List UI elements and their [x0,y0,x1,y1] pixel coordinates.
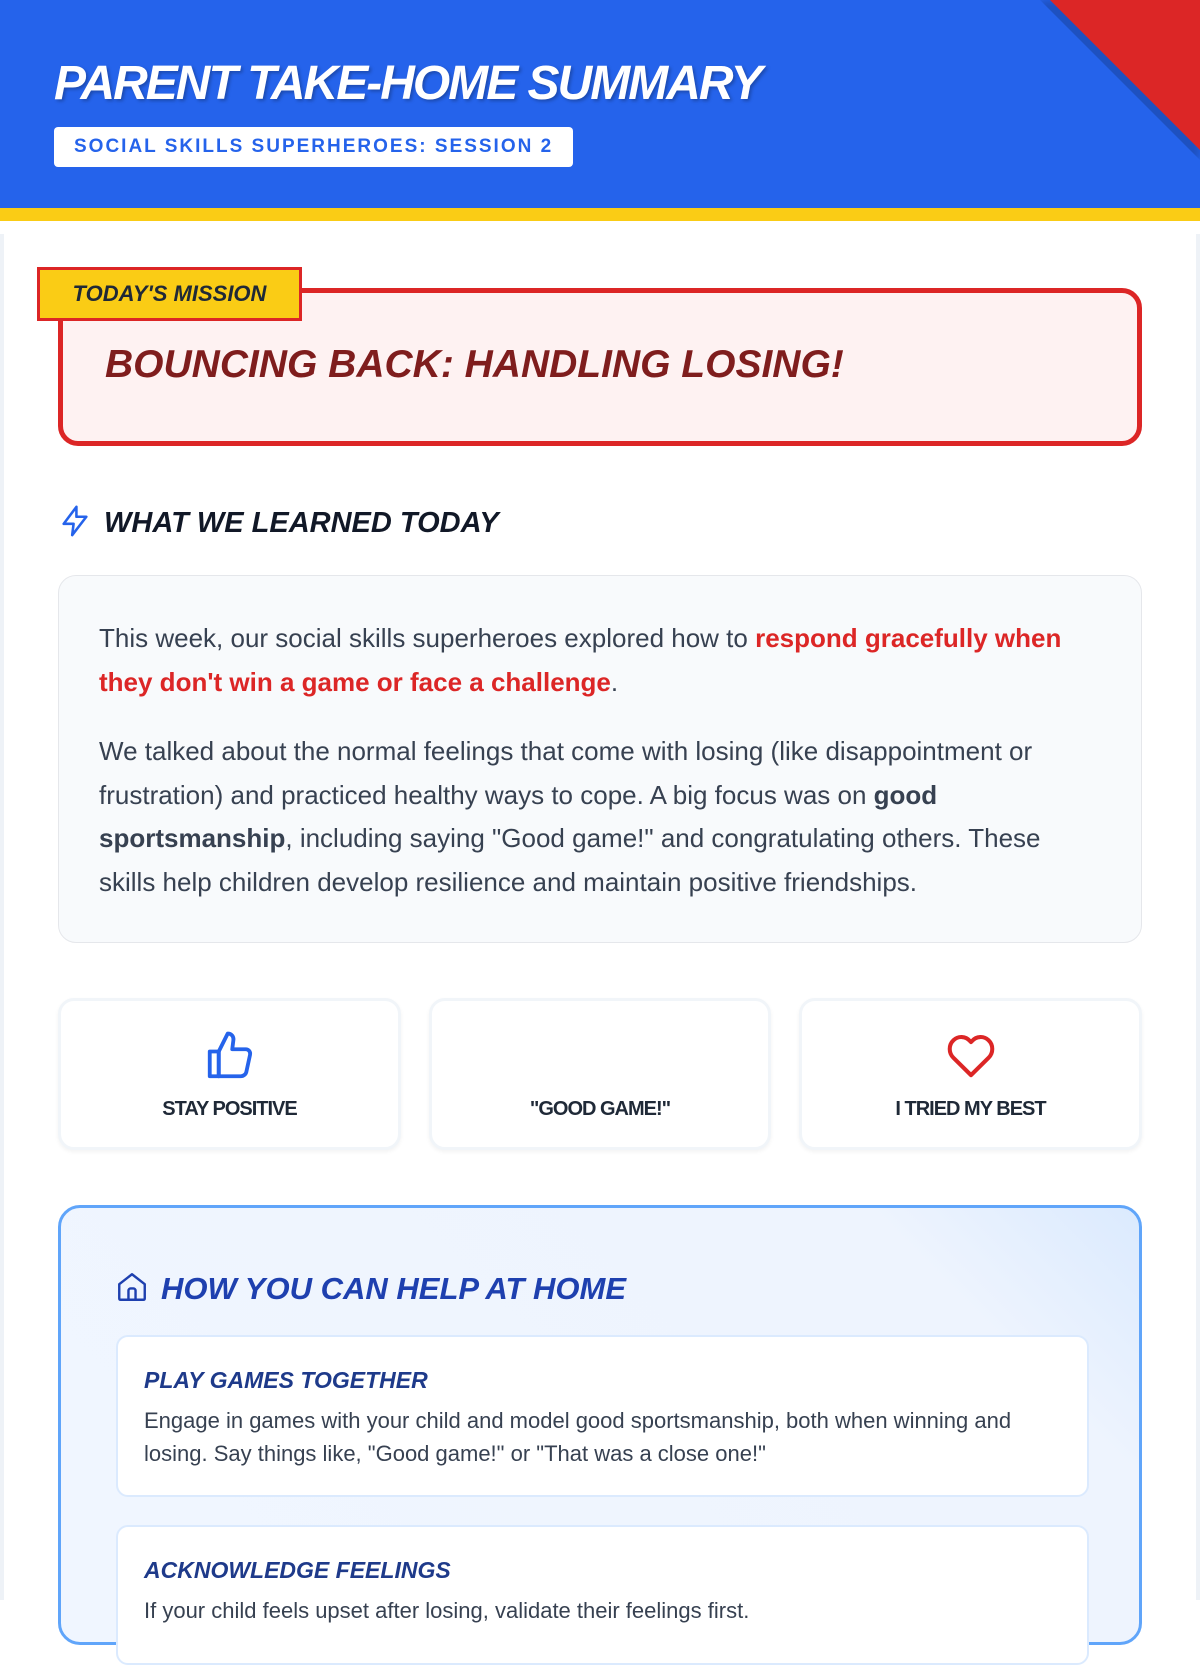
learned-paragraph-1 [99,617,1101,704]
mission-tag: TODAY'S MISSION [37,267,302,321]
learned-p2-end: , including saying "Good game!" and congratulating others. These skills help children develop resilience and maintain positive friendships. [99,823,1041,897]
value-card-label: I TRIED MY BEST [895,1098,1046,1120]
learned-p2-bold: good sportsmanship [99,779,938,853]
right-border [1196,234,1200,1600]
learned-p1-end: . [610,666,619,697]
tip-title: ACKNOWLEDGE FEELINGS [144,1557,451,1583]
thumbs-up-icon [203,1029,257,1083]
session-badge: SOCIAL SKILLS SUPERHEROES: SESSION 2 [54,127,573,167]
value-card-stay-positive [58,998,401,1150]
value-card-label: STAY POSITIVE [162,1098,297,1120]
learned-box [58,575,1142,943]
lightning-icon [58,504,92,543]
value-card-tried-best [799,998,1142,1150]
value-card-label: "GOOD GAME!" [529,1098,671,1120]
tip-title: PLAY GAMES TOGETHER [144,1367,428,1393]
tip-card-play-games [116,1335,1089,1497]
learned-p1-highlight: respond gracefully when they don't win a game or face a challenge [99,623,1062,697]
left-border [0,234,4,1600]
learned-p2-start: We talked about the normal feelings that come with losing (like disappointment or frustration) and practiced healthy ways to cope. A big focus was on [99,736,1033,810]
value-card-good-game [429,998,771,1150]
learned-p1-start: This week, our social skills superheroes explored how to [99,623,756,653]
home-icon [115,1270,149,1309]
tip-text: If your child feels upset after losing, validate their feelings first. [144,1598,750,1623]
help-at-home-panel [58,1205,1142,1645]
tip-card-acknowledge-feelings [116,1525,1089,1665]
heart-icon [944,1029,998,1083]
tip-text: Engage in games with your child and model good sportsmanship, both when winning and losing. Say things like, "Good game!" or "That was a close one!" [144,1408,1012,1466]
learned-heading [58,503,499,543]
corner-accent [1050,0,1200,150]
help-heading-label: HOW YOU CAN HELP AT HOME [161,1271,626,1306]
page-title: PARENT TAKE-HOME SUMMARY [54,57,761,110]
mission-title: BOUNCING BACK: HANDLING LOSING! [105,343,844,386]
learned-paragraph-2 [99,730,1101,904]
help-heading [115,1269,626,1309]
header-banner [0,0,1200,221]
learned-heading-label: WHAT WE LEARNED TODAY [104,506,499,539]
